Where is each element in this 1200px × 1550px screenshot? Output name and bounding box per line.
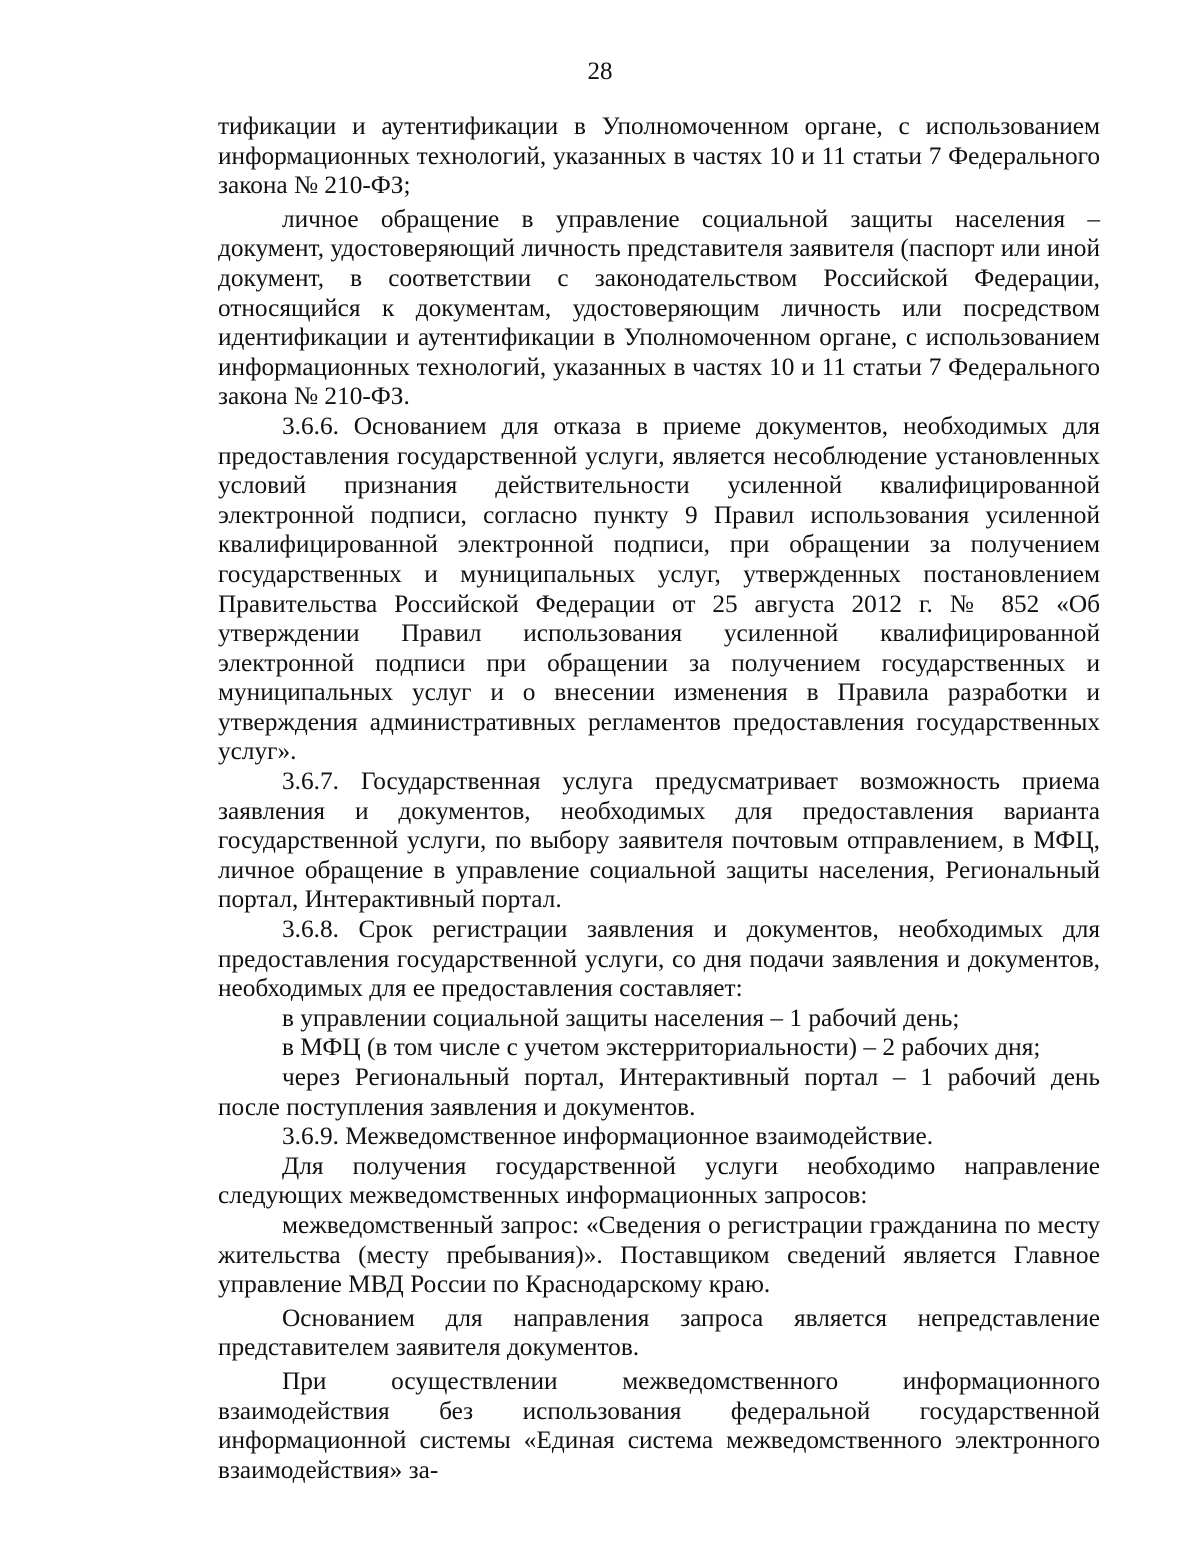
paragraph-personal-appeal: личное обращение в управление социальной защиты населения – документ, удостоверяющий личность представителя заявителя (паспорт или иной документ, в соответствии с законодательством Российской Федерации, относящийся к документам, удостоверяющим личность или посредством идентификации и аутентификации в Уполномоченном органе, с использованием информационных технологий, указанных в частях 10 и 11 статьи 7 Федерального закона № 210-ФЗ. [218,204,1100,411]
page-number: 28 [587,58,613,85]
paragraph-term-portal: через Региональный портал, Интерактивный портал – 1 рабочий день после поступления заявления и документов. [218,1063,1100,1121]
paragraph-term-social-protection: в управлении социальной защиты населения – 1 рабочий день; [282,1003,960,1032]
paragraph-request-basis: Основанием для направления запроса является непредставление представителем заявителя документов. [218,1303,1100,1362]
paragraph-3-6-6: 3.6.6. Основанием для отказа в приеме документов, необходимых для предоставления государственной услуги, является несоблюдение установленных условий признания действительности усиленной квалифицированной электронной подписи, согласно пункту 9 Правил использования усиленной квалифицированной электронной подписи, при обращении за получением государственных и муниципальных услуг, утвержденных постановлением Правительства Российской Федерации от 25 августа 2012 г. № 852 «Об утверждении Правил использования усиленной квалифицированной электронной подписи при обращении за получением государственных и муниципальных услуг и о внесении изменения в Правила разработки и утверждения административных регламентов предоставления государственных услуг». [218,411,1100,766]
document-body [218,112,1100,1485]
paragraph-3-6-9: 3.6.9. Межведомственное информационное взаимодействие. [282,1122,934,1151]
paragraph-3-6-8: 3.6.8. Срок регистрации заявления и документов, необходимых для предоставления государственной услуги, со дня подачи заявления и документов, необходимых для ее предоставления составляет: [218,915,1100,1003]
paragraph-term-mfc: в МФЦ (в том числе с учетом экстерриториальности) – 2 рабочих дня; [282,1033,1041,1062]
paragraph-without-system: При осуществлении межведомственного информационного взаимодействия без использования федеральной государственной информационной системы «Единая система межведомственного электронного взаимодействия» за- [218,1366,1100,1484]
paragraph-3-6-7: 3.6.7. Государственная услуга предусматривает возможность приема заявления и документов, необходимых для предоставления варианта государственной услуги, по выбору заявителя почтовым отправлением, в МФЦ, личное обращение в управление социальной защиты населения, Региональный портал, Интерактивный портал. [218,767,1100,914]
paragraph-continuation: тификации и аутентификации в Уполномоченном органе, с использованием информационных технологий, указанных в частях 10 и 11 статьи 7 Федерального закона № 210-ФЗ; [218,112,1100,200]
paragraph-requests-intro: Для получения государственной услуги необходимо направление следующих межведомственных информационных запросов: [218,1151,1100,1210]
paragraph-interagency-request: межведомственный запрос: «Сведения о регистрации гражданина по месту жительства (месту пребывания)». Поставщиком сведений является Главное управление МВД России по Краснодарскому краю. [218,1210,1100,1299]
